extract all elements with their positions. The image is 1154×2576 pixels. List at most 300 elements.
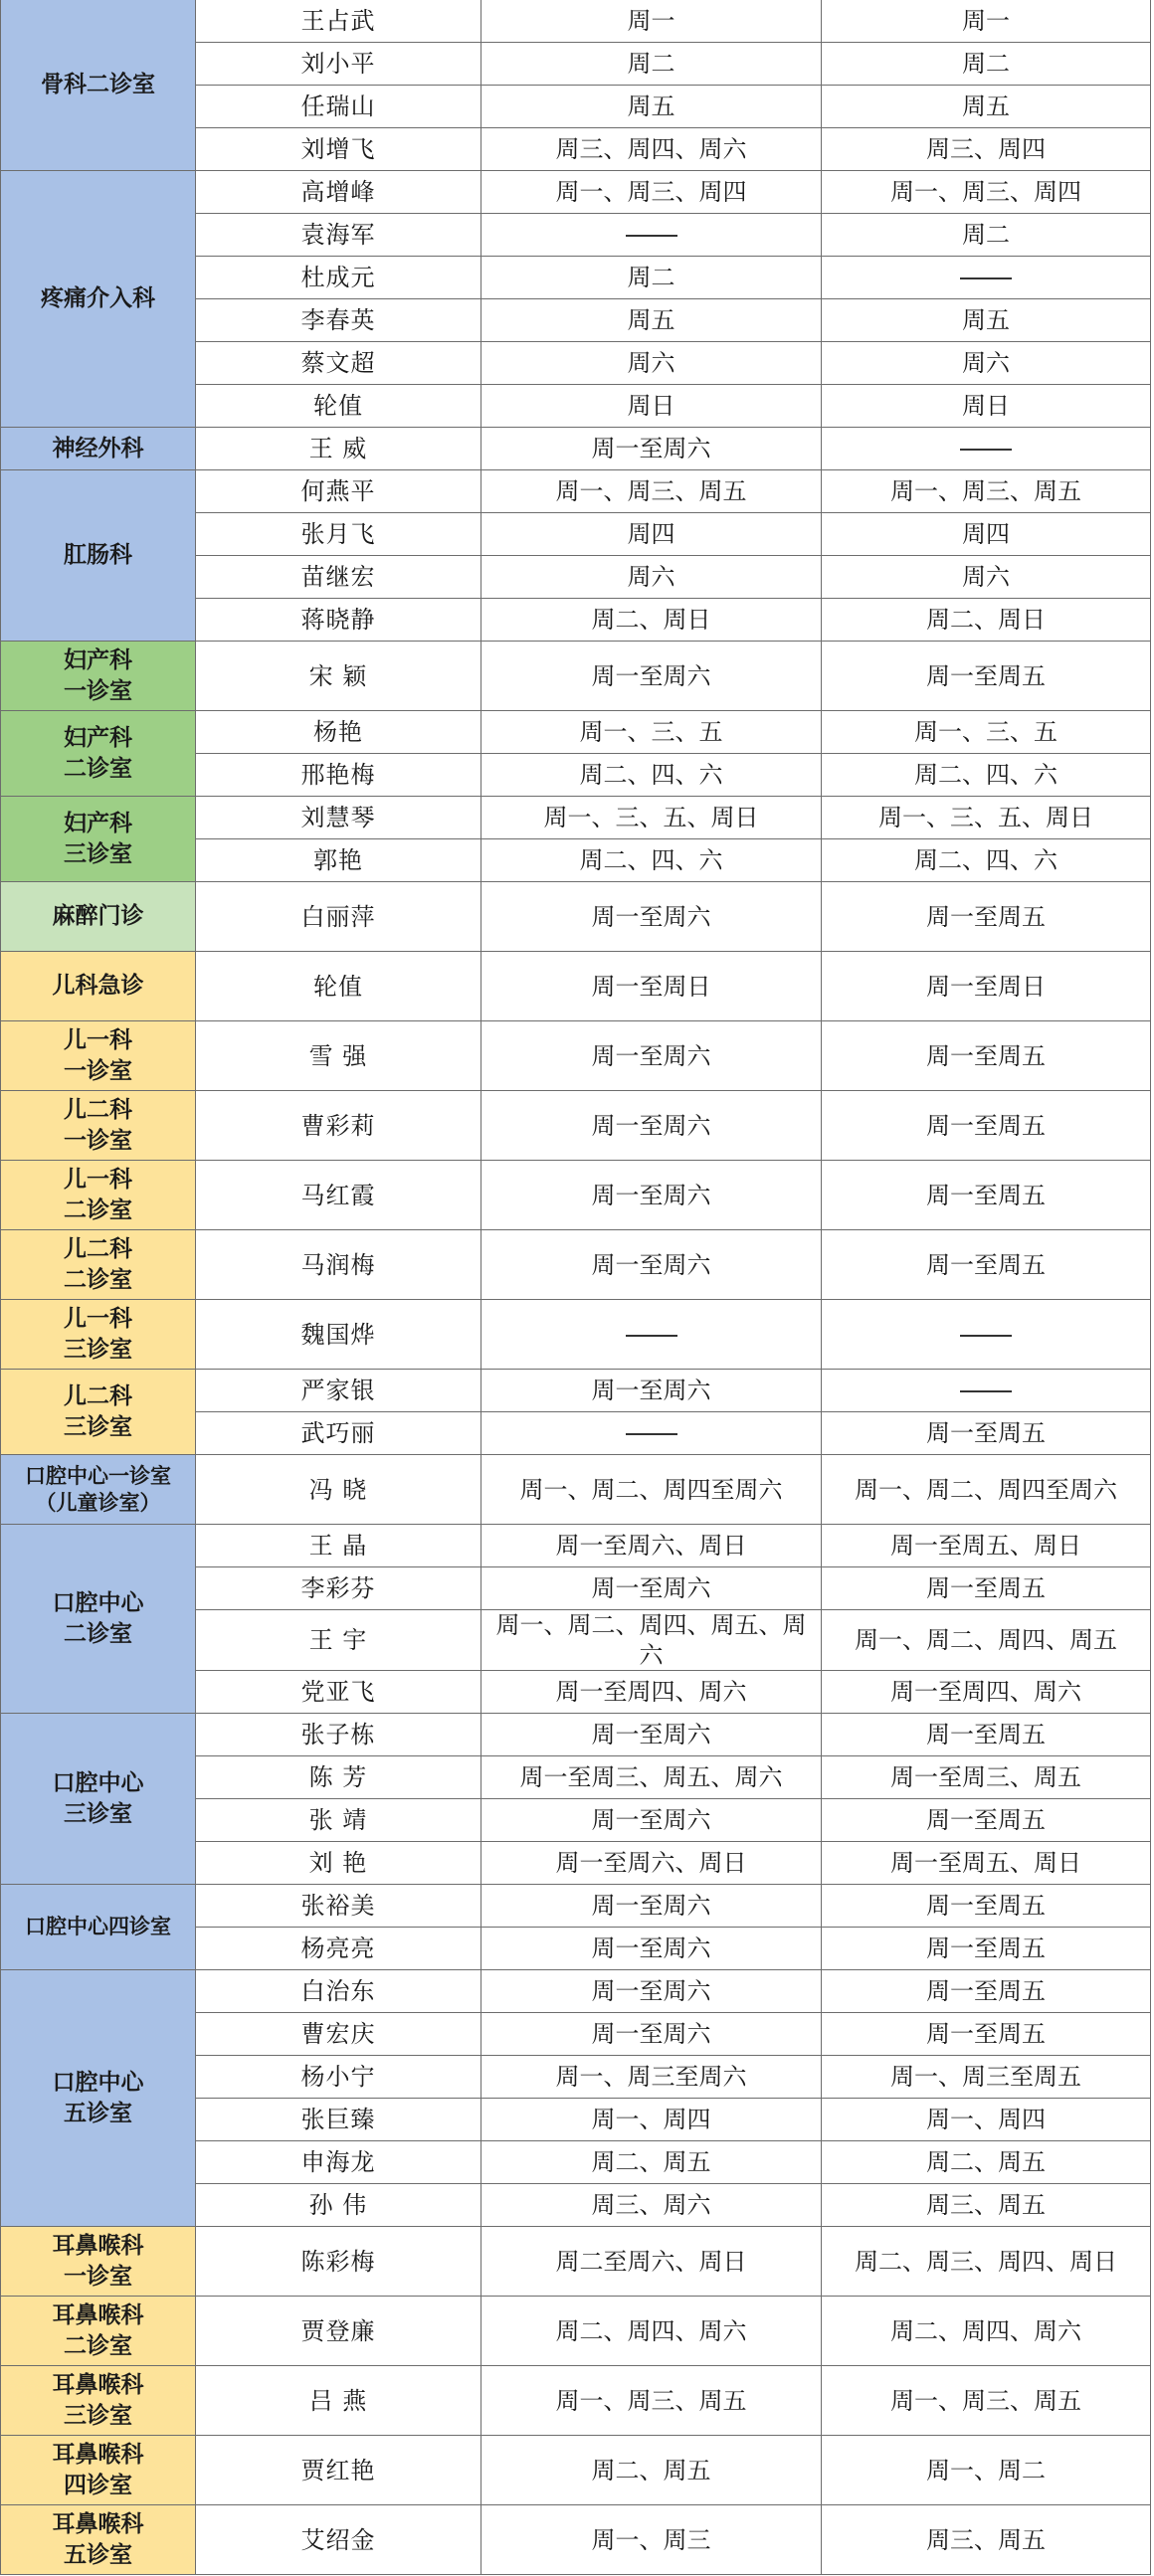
schedule-cell-b	[822, 711, 1151, 754]
schedule-text: 周一、周二	[926, 2456, 1046, 2484]
schedule-cell-a	[481, 2227, 822, 2297]
schedule-text: 周一至周六	[591, 1934, 711, 1962]
doctor-name-cell: 邢艳梅	[196, 754, 481, 797]
schedule-text: 周二	[962, 50, 1010, 78]
schedule-cell-b	[822, 1230, 1151, 1300]
schedule-text: 周五	[962, 306, 1010, 334]
table-row	[1, 1300, 1151, 1370]
schedule-cell-b	[822, 1525, 1151, 1567]
schedule-cell-b	[822, 86, 1151, 128]
schedule-text: 周一至周五	[926, 661, 1046, 690]
schedule-cell-a	[481, 128, 822, 171]
schedule-text: 周一至周五	[926, 2020, 1046, 2048]
schedule-text: 周四	[627, 520, 675, 548]
schedule-text: 周一至周五	[926, 1892, 1046, 1920]
schedule-cell-b	[822, 1300, 1151, 1370]
doctor-name-cell: 贾登廉	[196, 2297, 481, 2366]
schedule-cell-b	[822, 1455, 1151, 1525]
schedule-text: 周一至周五	[926, 1041, 1046, 1070]
schedule-cell-a	[481, 299, 822, 342]
schedule-text: 周三、周四、周六	[555, 135, 747, 163]
schedule-text: 周一至周四、周六	[555, 1678, 747, 1706]
table-row	[1, 797, 1151, 839]
schedule-text: 周六	[962, 349, 1010, 377]
schedule-cell-a	[481, 214, 822, 257]
schedule-text: 周五	[627, 92, 675, 120]
doctor-name-cell: 李春英	[196, 299, 481, 342]
schedule-text: 周一至周四、周六	[890, 1678, 1081, 1706]
schedule-cell-a	[481, 2366, 822, 2436]
department-cell: 儿科急诊	[1, 952, 196, 1021]
doctor-name-cell: 陈彩梅	[196, 2227, 481, 2297]
schedule-text: 周四	[962, 520, 1010, 548]
schedule-cell-b	[822, 2505, 1151, 2575]
schedule-cell-a	[481, 1842, 822, 1885]
department-cell: 神经外科	[1, 428, 196, 470]
doctor-name-cell: 魏国烨	[196, 1300, 481, 1370]
schedule-cell-a	[481, 556, 822, 599]
table-row	[1, 642, 1151, 711]
schedule-cell-a	[481, 86, 822, 128]
schedule-cell-b	[822, 214, 1151, 257]
schedule-text: 周二、四、六	[579, 846, 723, 874]
schedule-text: 周一至周六	[591, 1181, 711, 1209]
doctor-name-cell: 张巨臻	[196, 2099, 481, 2141]
schedule-cell-b	[822, 754, 1151, 797]
schedule-text: 周一、周三至周五	[890, 2063, 1081, 2091]
doctor-name-cell: 刘 艳	[196, 1842, 481, 1885]
schedule-cell-b	[822, 513, 1151, 556]
schedule-cell-a	[481, 1300, 822, 1370]
table-row	[1, 1525, 1151, 1567]
schedule-text: 周一至周六	[591, 1721, 711, 1748]
doctor-name-cell: 张月飞	[196, 513, 481, 556]
schedule-cell-b	[822, 2013, 1151, 2056]
schedule-cell-b	[822, 882, 1151, 952]
schedule-text	[960, 449, 1012, 451]
schedule-cell-a	[481, 1525, 822, 1567]
schedule-cell-a	[481, 2505, 822, 2575]
schedule-text: 周一、三、五	[914, 718, 1058, 746]
doctor-name-cell: 刘增飞	[196, 128, 481, 171]
schedule-text: 周一、周四	[926, 2106, 1046, 2133]
schedule-text: 周一至周五	[926, 1977, 1046, 2005]
schedule-text: 周一至周六	[591, 661, 711, 690]
schedule-cell-b	[822, 171, 1151, 214]
schedule-cell-b	[822, 342, 1151, 385]
schedule-cell-a	[481, 171, 822, 214]
schedule-cell-b	[822, 642, 1151, 711]
schedule-cell-b	[822, 128, 1151, 171]
doctor-name-cell: 杨小宁	[196, 2056, 481, 2099]
schedule-text: 周六	[962, 563, 1010, 591]
schedule-text: 周一、周三、周四	[555, 178, 747, 206]
schedule-text: 周一至周六、周日	[555, 1849, 747, 1877]
schedule-cell-a	[481, 1970, 822, 2013]
department-cell: 耳鼻喉科 三诊室	[1, 2366, 196, 2436]
table-row	[1, 1714, 1151, 1756]
schedule-text: 周日	[627, 392, 675, 420]
schedule-text: 周二、四、六	[914, 846, 1058, 874]
department-cell: 口腔中心 二诊室	[1, 1525, 196, 1714]
schedule-cell-a	[481, 1161, 822, 1230]
schedule-text: 周一、三、五、周日	[878, 804, 1093, 831]
schedule-text: 周一至周六	[591, 1574, 711, 1602]
schedule-cell-a	[481, 2184, 822, 2227]
schedule-text: 周一至周六	[591, 1250, 711, 1279]
schedule-cell-a	[481, 599, 822, 642]
schedule-cell-b	[822, 1567, 1151, 1610]
department-cell: 麻醉门诊	[1, 882, 196, 952]
schedule-text: 周日	[962, 392, 1010, 420]
table-row	[1, 952, 1151, 1021]
doctor-name-cell: 王 宇	[196, 1610, 481, 1671]
schedule-text: 周一、周三、周五	[890, 2386, 1081, 2415]
schedule-text: 周三、周四	[926, 135, 1046, 163]
schedule-cell-b	[822, 839, 1151, 882]
schedule-text: 周一至周五	[926, 1574, 1046, 1602]
schedule-cell-a	[481, 754, 822, 797]
table-row	[1, 2227, 1151, 2297]
department-cell: 妇产科 一诊室	[1, 642, 196, 711]
schedule-cell-b	[822, 797, 1151, 839]
department-cell: 骨科二诊室	[1, 0, 196, 171]
schedule-cell-b	[822, 1756, 1151, 1799]
doctor-name-cell: 宋 颖	[196, 642, 481, 711]
schedule-text: 周一至周五	[926, 1111, 1046, 1140]
schedule-cell-a	[481, 2013, 822, 2056]
schedule-cell-a	[481, 1756, 822, 1799]
schedule-text: 周二、周三、周四、周日	[855, 2247, 1117, 2276]
schedule-cell-b	[822, 2436, 1151, 2505]
doctor-name-cell: 张裕美	[196, 1885, 481, 1928]
table-row	[1, 1021, 1151, 1091]
schedule-cell-b	[822, 1610, 1151, 1671]
schedule-text: 周一至周三、周五	[890, 1763, 1081, 1791]
table-row	[1, 882, 1151, 952]
schedule-cell-b	[822, 1714, 1151, 1756]
table-row	[1, 428, 1151, 470]
doctor-name-cell: 雪 强	[196, 1021, 481, 1091]
schedule-text: 周六	[627, 349, 675, 377]
schedule-text: 周一至周六	[591, 1041, 711, 1070]
doctor-name-cell: 党亚飞	[196, 1671, 481, 1714]
department-cell: 口腔中心 三诊室	[1, 1714, 196, 1885]
schedule-text: 周一至周五	[926, 1806, 1046, 1834]
schedule-cell-a	[481, 1714, 822, 1756]
schedule-cell-a	[481, 797, 822, 839]
doctor-name-cell: 杨亮亮	[196, 1928, 481, 1970]
doctor-name-cell: 张子栋	[196, 1714, 481, 1756]
schedule-cell-b	[822, 1161, 1151, 1230]
department-cell: 口腔中心四诊室	[1, 1885, 196, 1970]
table-row	[1, 1455, 1151, 1525]
schedule-text: 周一至周五、周日	[890, 1532, 1081, 1560]
schedule-cell-b	[822, 1412, 1151, 1455]
doctor-name-cell: 任瑞山	[196, 86, 481, 128]
schedule-cell-a	[481, 1799, 822, 1842]
table-row	[1, 1970, 1151, 2013]
schedule-text: 周一至周日	[926, 972, 1046, 1001]
schedule-text: 周五	[962, 92, 1010, 120]
table-row	[1, 2366, 1151, 2436]
schedule-cell-a	[481, 2056, 822, 2099]
department-cell: 妇产科 三诊室	[1, 797, 196, 882]
schedule-cell-a	[481, 1370, 822, 1412]
schedule-text: 周一至周六	[591, 1377, 711, 1404]
schedule-cell-b	[822, 1671, 1151, 1714]
doctor-name-cell: 艾绍金	[196, 2505, 481, 2575]
schedule-text: 周一、周三、周五	[555, 477, 747, 505]
schedule-cell-a	[481, 428, 822, 470]
doctor-name-cell: 刘小平	[196, 43, 481, 86]
schedule-cell-b	[822, 952, 1151, 1021]
schedule-cell-b	[822, 1799, 1151, 1842]
schedule-text: 周一至周五	[926, 1250, 1046, 1279]
schedule-cell-b	[822, 428, 1151, 470]
schedule-text: 周一	[627, 7, 675, 35]
table-row	[1, 171, 1151, 214]
table-row	[1, 1230, 1151, 1300]
schedule-text: 周一至周五	[926, 902, 1046, 931]
doctor-name-cell: 郭艳	[196, 839, 481, 882]
schedule-text: 周一至周日	[591, 972, 711, 1001]
table-row	[1, 1370, 1151, 1412]
schedule-text: 周一至周六、周日	[555, 1532, 747, 1560]
doctor-name-cell: 陈 芳	[196, 1756, 481, 1799]
table-row	[1, 2436, 1151, 2505]
schedule-cell-a	[481, 642, 822, 711]
schedule-text	[960, 277, 1012, 279]
schedule-text: 周一至周五	[926, 1934, 1046, 1962]
schedule-text: 周一、周二、周四、周五、周六	[495, 1611, 807, 1669]
schedule-cell-a	[481, 470, 822, 513]
doctor-name-cell: 贾红艳	[196, 2436, 481, 2505]
schedule-text: 周一至周五	[926, 1419, 1046, 1447]
schedule-cell-b	[822, 1021, 1151, 1091]
schedule-text	[960, 1390, 1012, 1392]
schedule-cell-a	[481, 513, 822, 556]
table-row	[1, 2505, 1151, 2575]
schedule-text: 周五	[627, 306, 675, 334]
schedule-cell-b	[822, 1370, 1151, 1412]
schedule-cell-b	[822, 2141, 1151, 2184]
schedule-cell-a	[481, 1671, 822, 1714]
table-row	[1, 470, 1151, 513]
schedule-text	[960, 1335, 1012, 1337]
schedule-cell-a	[481, 711, 822, 754]
schedule-cell-a	[481, 1230, 822, 1300]
schedule-text: 周一、周二、周四至周六	[519, 1475, 783, 1504]
schedule-cell-b	[822, 2366, 1151, 2436]
department-cell: 耳鼻喉科 五诊室	[1, 2505, 196, 2575]
schedule-text: 周一至周六	[591, 1111, 711, 1140]
doctor-name-cell: 冯 晓	[196, 1455, 481, 1525]
schedule-cell-b	[822, 2184, 1151, 2227]
schedule-cell-a	[481, 257, 822, 299]
schedule-cell-a	[481, 952, 822, 1021]
schedule-text: 周一至周五	[926, 1721, 1046, 1748]
schedule-text: 周一、周二、周四、周五	[855, 1626, 1117, 1654]
schedule-text: 周二、周日	[591, 606, 711, 634]
schedule-cell-a	[481, 1928, 822, 1970]
schedule-text: 周二、四、六	[914, 761, 1058, 789]
department-cell: 口腔中心 五诊室	[1, 1970, 196, 2227]
schedule-text: 周二至周六、周日	[555, 2247, 747, 2276]
schedule-text: 周一、三、五、周日	[543, 804, 759, 831]
schedule-text: 周二	[627, 264, 675, 291]
department-cell: 耳鼻喉科 四诊室	[1, 2436, 196, 2505]
doctor-name-cell: 孙 伟	[196, 2184, 481, 2227]
schedule-cell-a	[481, 0, 822, 43]
schedule-text: 周一至周六	[591, 2020, 711, 2048]
schedule-body	[1, 0, 1151, 2575]
table-row	[1, 0, 1151, 43]
schedule-text	[626, 1433, 677, 1435]
schedule-text: 周一至周三、周五、周六	[519, 1763, 783, 1791]
doctor-name-cell: 马红霞	[196, 1161, 481, 1230]
schedule-text	[626, 235, 677, 237]
schedule-cell-b	[822, 1842, 1151, 1885]
doctor-name-cell: 刘慧琴	[196, 797, 481, 839]
department-cell: 儿一科 二诊室	[1, 1161, 196, 1230]
doctor-name-cell: 轮值	[196, 952, 481, 1021]
doctor-name-cell: 高增峰	[196, 171, 481, 214]
table-row	[1, 1091, 1151, 1161]
doctor-name-cell: 白丽萍	[196, 882, 481, 952]
schedule-cell-b	[822, 1928, 1151, 1970]
doctor-name-cell: 严家银	[196, 1370, 481, 1412]
department-cell: 耳鼻喉科 二诊室	[1, 2297, 196, 2366]
schedule-cell-a	[481, 1091, 822, 1161]
doctor-name-cell: 李彩芬	[196, 1567, 481, 1610]
schedule-text	[626, 1335, 677, 1337]
schedule-text: 周一至周五、周日	[890, 1849, 1081, 1877]
schedule-cell-b	[822, 1885, 1151, 1928]
schedule-cell-a	[481, 1412, 822, 1455]
schedule-text: 周六	[627, 563, 675, 591]
schedule-cell-a	[481, 1885, 822, 1928]
doctor-name-cell: 王占武	[196, 0, 481, 43]
schedule-text: 周一至周六	[591, 435, 711, 462]
schedule-text: 周二、周日	[926, 606, 1046, 634]
doctor-name-cell: 马润梅	[196, 1230, 481, 1300]
department-cell: 妇产科 二诊室	[1, 711, 196, 797]
schedule-text: 周一	[962, 7, 1010, 35]
schedule-text: 周一至周六	[591, 1977, 711, 2005]
doctor-name-cell: 杜成元	[196, 257, 481, 299]
table-row	[1, 711, 1151, 754]
schedule-cell-a	[481, 2436, 822, 2505]
schedule-text: 周三、周五	[926, 2525, 1046, 2554]
schedule-text: 周一、周三至周六	[555, 2063, 747, 2091]
doctor-name-cell: 吕 燕	[196, 2366, 481, 2436]
doctor-name-cell: 张 靖	[196, 1799, 481, 1842]
department-cell: 耳鼻喉科 一诊室	[1, 2227, 196, 2297]
schedule-text: 周一、周四	[591, 2106, 711, 2133]
doctor-name-cell: 武巧丽	[196, 1412, 481, 1455]
schedule-text: 周一、周三、周五	[890, 477, 1081, 505]
schedule-cell-b	[822, 470, 1151, 513]
schedule-cell-b	[822, 2056, 1151, 2099]
doctor-name-cell: 何燕平	[196, 470, 481, 513]
doctor-name-cell: 曹宏庆	[196, 2013, 481, 2056]
department-cell: 口腔中心一诊室 （儿童诊室）	[1, 1455, 196, 1525]
schedule-text: 周一至周六	[591, 1806, 711, 1834]
schedule-cell-b	[822, 599, 1151, 642]
schedule-cell-b	[822, 1970, 1151, 2013]
schedule-text: 周二、周四、周六	[890, 2316, 1081, 2345]
schedule-cell-b	[822, 2227, 1151, 2297]
schedule-cell-a	[481, 2141, 822, 2184]
department-cell: 儿一科 三诊室	[1, 1300, 196, 1370]
schedule-cell-b	[822, 1091, 1151, 1161]
schedule-cell-a	[481, 43, 822, 86]
doctor-name-cell: 王 威	[196, 428, 481, 470]
schedule-cell-a	[481, 1567, 822, 1610]
department-cell: 儿二科 一诊室	[1, 1091, 196, 1161]
department-cell: 肛肠科	[1, 470, 196, 642]
schedule-cell-b	[822, 2099, 1151, 2141]
schedule-cell-b	[822, 0, 1151, 43]
schedule-text: 周二、四、六	[579, 761, 723, 789]
table-row	[1, 1161, 1151, 1230]
schedule-text: 周二	[627, 50, 675, 78]
table-row	[1, 1885, 1151, 1928]
schedule-text: 周一、周三、周五	[555, 2386, 747, 2415]
doctor-name-cell: 白治东	[196, 1970, 481, 2013]
schedule-cell-a	[481, 342, 822, 385]
schedule-cell-b	[822, 2297, 1151, 2366]
schedule-text: 周二、周五	[926, 2148, 1046, 2176]
doctor-name-cell: 苗继宏	[196, 556, 481, 599]
schedule-text: 周一、周三	[591, 2525, 711, 2554]
doctor-name-cell: 曹彩莉	[196, 1091, 481, 1161]
schedule-text: 周一、周三、周四	[890, 178, 1081, 206]
department-cell: 疼痛介入科	[1, 171, 196, 428]
schedule-cell-b	[822, 556, 1151, 599]
schedule-text: 周二、周五	[591, 2148, 711, 2176]
schedule-cell-b	[822, 257, 1151, 299]
schedule-cell-b	[822, 385, 1151, 428]
schedule-text: 周一至周六	[591, 1892, 711, 1920]
schedule-cell-a	[481, 385, 822, 428]
department-cell: 儿一科 一诊室	[1, 1021, 196, 1091]
schedule-text: 周三、周六	[591, 2191, 711, 2219]
schedule-cell-b	[822, 43, 1151, 86]
schedule-cell-a	[481, 2297, 822, 2366]
table-row	[1, 2297, 1151, 2366]
schedule-cell-a	[481, 1610, 822, 1671]
schedule-text: 周二、周五	[591, 2456, 711, 2484]
schedule-text: 周二	[962, 221, 1010, 249]
schedule-text: 周二、周四、周六	[555, 2316, 747, 2345]
doctor-name-cell: 袁海军	[196, 214, 481, 257]
schedule-text: 周一、三、五	[579, 718, 723, 746]
schedule-cell-a	[481, 1455, 822, 1525]
schedule-cell-a	[481, 882, 822, 952]
doctor-name-cell: 申海龙	[196, 2141, 481, 2184]
schedule-cell-a	[481, 2099, 822, 2141]
doctor-name-cell: 王 晶	[196, 1525, 481, 1567]
schedule-cell-a	[481, 1021, 822, 1091]
schedule-cell-b	[822, 299, 1151, 342]
schedule-text: 周三、周五	[926, 2191, 1046, 2219]
department-cell: 儿二科 二诊室	[1, 1230, 196, 1300]
schedule-text: 周一、周二、周四至周六	[855, 1475, 1117, 1504]
schedule-text: 周一至周五	[926, 1181, 1046, 1209]
schedule-cell-a	[481, 839, 822, 882]
